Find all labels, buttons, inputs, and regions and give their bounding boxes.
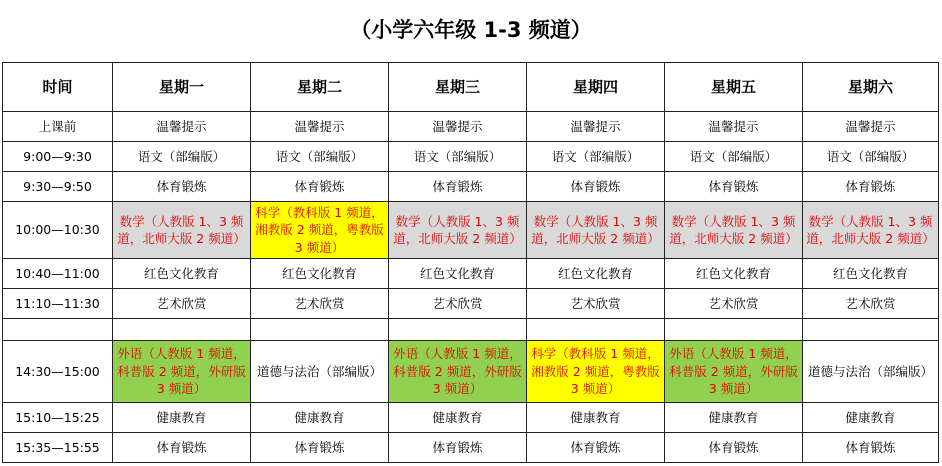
class-cell: 红色文化教育 (113, 259, 251, 289)
class-cell-highlight: 外语（人教版 1 频道，科普版 2 频道，外研版 3 频道） (389, 341, 527, 403)
class-cell: 体育锻炼 (113, 433, 251, 463)
table-row (3, 403, 939, 433)
class-cell: 语文（部编版） (527, 142, 665, 172)
page-title: （小学六年级 1-3 频道） (350, 18, 592, 42)
class-cell: 艺术欣赏 (527, 289, 665, 319)
class-cell: 语文（部编版） (389, 142, 527, 172)
class-cell: 红色文化教育 (527, 259, 665, 289)
class-cell (113, 319, 251, 341)
table-row (3, 172, 939, 202)
class-cell (665, 319, 803, 341)
class-cell: 温馨提示 (251, 112, 389, 142)
class-cell: 语文（部编版） (665, 142, 803, 172)
class-cell: 语文（部编版） (113, 142, 251, 172)
header-row (3, 63, 939, 112)
table-row (3, 289, 939, 319)
class-cell (527, 319, 665, 341)
class-cell (389, 319, 527, 341)
class-cell: 健康教育 (389, 403, 527, 433)
class-cell: 红色文化教育 (665, 259, 803, 289)
time-cell: 9:30—9:50 (3, 172, 113, 202)
class-cell: 体育锻炼 (665, 172, 803, 202)
class-cell: 健康教育 (113, 403, 251, 433)
class-cell: 红色文化教育 (389, 259, 527, 289)
class-cell: 温馨提示 (665, 112, 803, 142)
class-cell: 体育锻炼 (665, 433, 803, 463)
class-cell: 健康教育 (665, 403, 803, 433)
class-cell: 温馨提示 (803, 112, 939, 142)
class-cell: 艺术欣赏 (665, 289, 803, 319)
table-row (3, 341, 939, 403)
class-cell (251, 319, 389, 341)
class-cell-highlight: 外语（人教版 1 频道，科普版 2 频道，外研版 3 频道） (113, 341, 251, 403)
time-cell: 14:30—15:00 (3, 341, 113, 403)
schedule-table (2, 62, 939, 463)
class-cell-highlight: 数学（人教版 1、3 频道，北师大版 2 频道） (527, 202, 665, 259)
class-cell: 温馨提示 (389, 112, 527, 142)
class-cell: 艺术欣赏 (113, 289, 251, 319)
class-cell-highlight: 数学（人教版 1、3 频道，北师大版 2 频道） (389, 202, 527, 259)
time-cell: 上课前 (3, 112, 113, 142)
class-cell-highlight: 外语（人教版 1 频道，科普版 2 频道，外研版 3 频道） (665, 341, 803, 403)
header-time: 时间 (3, 63, 113, 112)
lunch-break-row (3, 319, 939, 341)
class-cell: 艺术欣赏 (251, 289, 389, 319)
class-cell: 体育锻炼 (803, 172, 939, 202)
class-cell (803, 319, 939, 341)
class-cell: 语文（部编版） (803, 142, 939, 172)
class-cell-highlight: 科学（教科版 1 频道，湘教版 2 频道，粤教版 3 频道） (251, 202, 389, 259)
table-row (3, 259, 939, 289)
class-cell: 红色文化教育 (251, 259, 389, 289)
table-row (3, 202, 939, 259)
time-cell: 9:00—9:30 (3, 142, 113, 172)
class-cell: 温馨提示 (113, 112, 251, 142)
time-cell: 10:00—10:30 (3, 202, 113, 259)
class-cell: 健康教育 (803, 403, 939, 433)
time-cell: 10:40—11:00 (3, 259, 113, 289)
class-cell: 体育锻炼 (251, 433, 389, 463)
class-cell-highlight: 数学（人教版 1、3 频道，北师大版 2 频道） (113, 202, 251, 259)
header-saturday: 星期六 (803, 63, 939, 112)
class-cell: 语文（部编版） (251, 142, 389, 172)
class-cell: 体育锻炼 (389, 433, 527, 463)
class-cell-highlight: 科学（教科版 1 频道，湘教版 2 频道，粤教版 3 频道） (527, 341, 665, 403)
table-row (3, 433, 939, 463)
header-monday: 星期一 (113, 63, 251, 112)
time-cell: 15:35—15:55 (3, 433, 113, 463)
header-thursday: 星期四 (527, 63, 665, 112)
time-cell (3, 319, 113, 341)
header-wednesday: 星期三 (389, 63, 527, 112)
class-cell-highlight: 数学（人教版 1、3 频道，北师大版 2 频道） (803, 202, 939, 259)
class-cell: 艺术欣赏 (803, 289, 939, 319)
class-cell: 健康教育 (527, 403, 665, 433)
class-cell: 道德与法治（部编版） (251, 341, 389, 403)
class-cell: 道德与法治（部编版） (803, 341, 939, 403)
class-cell: 体育锻炼 (113, 172, 251, 202)
class-cell: 体育锻炼 (803, 433, 939, 463)
time-cell: 11:10—11:30 (3, 289, 113, 319)
class-cell: 体育锻炼 (527, 433, 665, 463)
class-cell: 体育锻炼 (389, 172, 527, 202)
class-cell: 健康教育 (251, 403, 389, 433)
class-cell-highlight: 数学（人教版 1、3 频道，北师大版 2 频道） (665, 202, 803, 259)
time-cell: 15:10—15:25 (3, 403, 113, 433)
class-cell: 红色文化教育 (803, 259, 939, 289)
class-cell: 体育锻炼 (251, 172, 389, 202)
header-tuesday: 星期二 (251, 63, 389, 112)
class-cell: 艺术欣赏 (389, 289, 527, 319)
header-friday: 星期五 (665, 63, 803, 112)
table-row (3, 112, 939, 142)
class-cell: 体育锻炼 (527, 172, 665, 202)
class-cell: 温馨提示 (527, 112, 665, 142)
table-row (3, 142, 939, 172)
